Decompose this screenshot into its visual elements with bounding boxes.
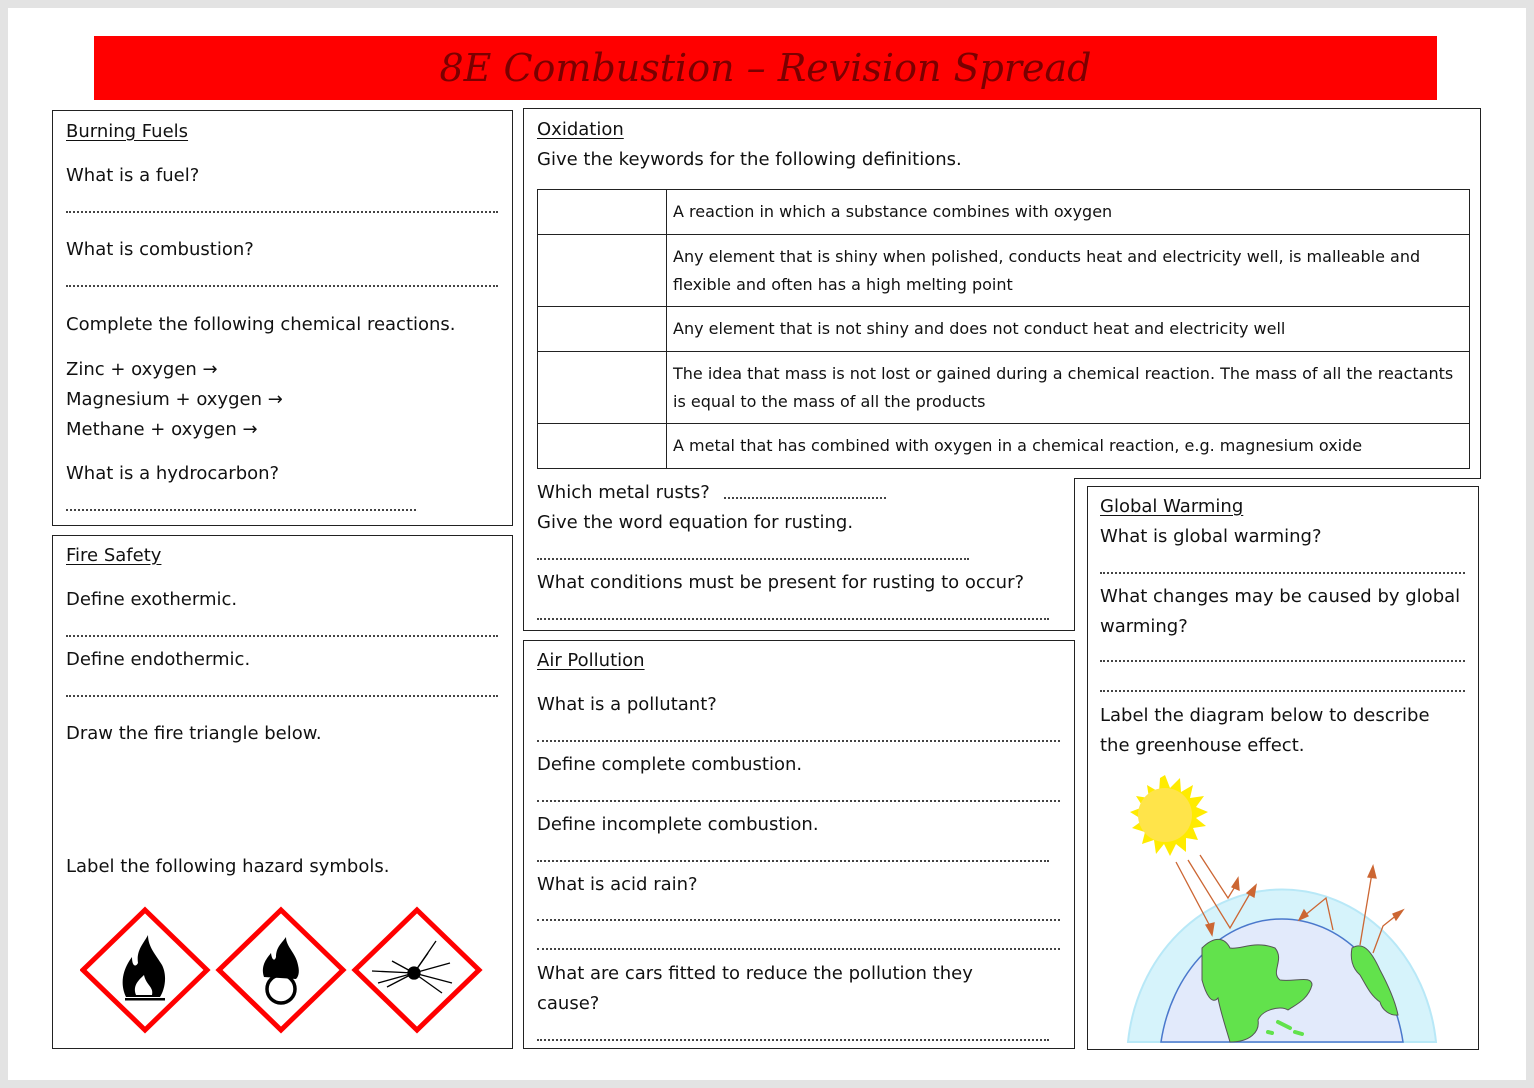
question: Define incomplete combustion.	[537, 814, 819, 835]
keyword-cell[interactable]	[538, 352, 667, 424]
keyword-cell[interactable]	[538, 307, 667, 352]
definition-cell: Any element that is not shiny and does not conduct heat and electricity well	[667, 307, 1470, 352]
definition-cell: The idea that mass is not lost or gained during a chemical reaction. The mass of all the reactants is equal to the mass of all the products	[667, 352, 1470, 424]
question: Label the diagram below to describe	[1100, 705, 1430, 726]
definition-cell: Any element that is shiny when polished, conducts heat and electricity well, is malleable and flexible and often has a high melting point	[667, 235, 1470, 307]
answer-line[interactable]	[66, 695, 498, 697]
question: What changes may be caused by global	[1100, 586, 1461, 607]
answer-line[interactable]	[1100, 690, 1465, 692]
table-row	[538, 424, 1470, 469]
question: Define complete combustion.	[537, 754, 803, 775]
reaction: Zinc + oxygen →	[66, 359, 218, 380]
reaction: Magnesium + oxygen →	[66, 389, 283, 410]
section-heading: Fire Safety	[66, 545, 162, 566]
table-row	[538, 307, 1470, 352]
answer-line[interactable]	[1100, 572, 1465, 574]
section-heading: Global Warming	[1100, 496, 1244, 517]
answer-line[interactable]	[537, 800, 1060, 802]
section-heading: Burning Fuels	[66, 121, 189, 142]
answer-line[interactable]	[537, 1039, 1049, 1041]
question: What is combustion?	[66, 239, 254, 260]
answer-line[interactable]	[537, 919, 1060, 921]
answer-line[interactable]	[66, 509, 416, 511]
answer-line[interactable]	[537, 558, 969, 560]
question: Give the word equation for rusting.	[537, 512, 854, 533]
question: What is a pollutant?	[537, 694, 717, 715]
question: What is global warming?	[1100, 526, 1322, 547]
question: What is acid rain?	[537, 874, 698, 895]
sun-icon	[1130, 775, 1208, 856]
definition-cell: A metal that has combined with oxygen in a chemical reaction, e.g. magnesium oxide	[667, 424, 1470, 469]
keyword-cell[interactable]	[538, 235, 667, 307]
question: Define endothermic.	[66, 649, 251, 670]
question: the greenhouse effect.	[1100, 735, 1305, 756]
answer-line[interactable]	[537, 740, 1060, 742]
question: What is a fuel?	[66, 165, 200, 186]
keyword-cell[interactable]	[538, 190, 667, 235]
answer-line[interactable]	[1100, 660, 1465, 662]
greenhouse-effect-diagram	[1090, 770, 1470, 1043]
flammable-icon	[83, 910, 207, 1030]
question: What conditions must be present for rusting to occur?	[537, 572, 1025, 593]
section-heading: Air Pollution	[537, 650, 645, 671]
answer-line[interactable]	[66, 635, 498, 637]
question: Define exothermic.	[66, 589, 238, 610]
instructions: Give the keywords for the following definitions.	[537, 149, 962, 170]
question: What are cars fitted to reduce the pollution they	[537, 963, 973, 984]
table-row	[538, 235, 1470, 307]
question: Draw the fire triangle below.	[66, 723, 322, 744]
answer-line[interactable]	[537, 618, 1049, 620]
answer-line[interactable]	[724, 497, 886, 499]
page-title: 8E Combustion – Revision Spread	[94, 36, 1437, 100]
question: Label the following hazard symbols.	[66, 856, 390, 877]
oxidising-icon	[219, 910, 343, 1030]
answer-line[interactable]	[66, 211, 498, 213]
keyword-cell[interactable]	[538, 424, 667, 469]
question: warming?	[1100, 616, 1188, 637]
question: Which metal rusts?	[537, 482, 710, 503]
definition-cell: A reaction in which a substance combines with oxygen	[667, 190, 1470, 235]
answer-line[interactable]	[66, 285, 498, 287]
explosive-icon	[355, 910, 479, 1030]
reaction: Methane + oxygen →	[66, 419, 258, 440]
answer-line[interactable]	[537, 860, 1049, 862]
table-row	[538, 190, 1470, 235]
section-heading: Oxidation	[537, 119, 624, 140]
question: Complete the following chemical reactions.	[66, 314, 456, 335]
table-row	[538, 352, 1470, 424]
answer-line[interactable]	[537, 948, 1060, 950]
keyword-table	[537, 189, 1470, 469]
question: cause?	[537, 993, 600, 1014]
hazard-symbols	[80, 905, 485, 1035]
question: What is a hydrocarbon?	[66, 463, 280, 484]
